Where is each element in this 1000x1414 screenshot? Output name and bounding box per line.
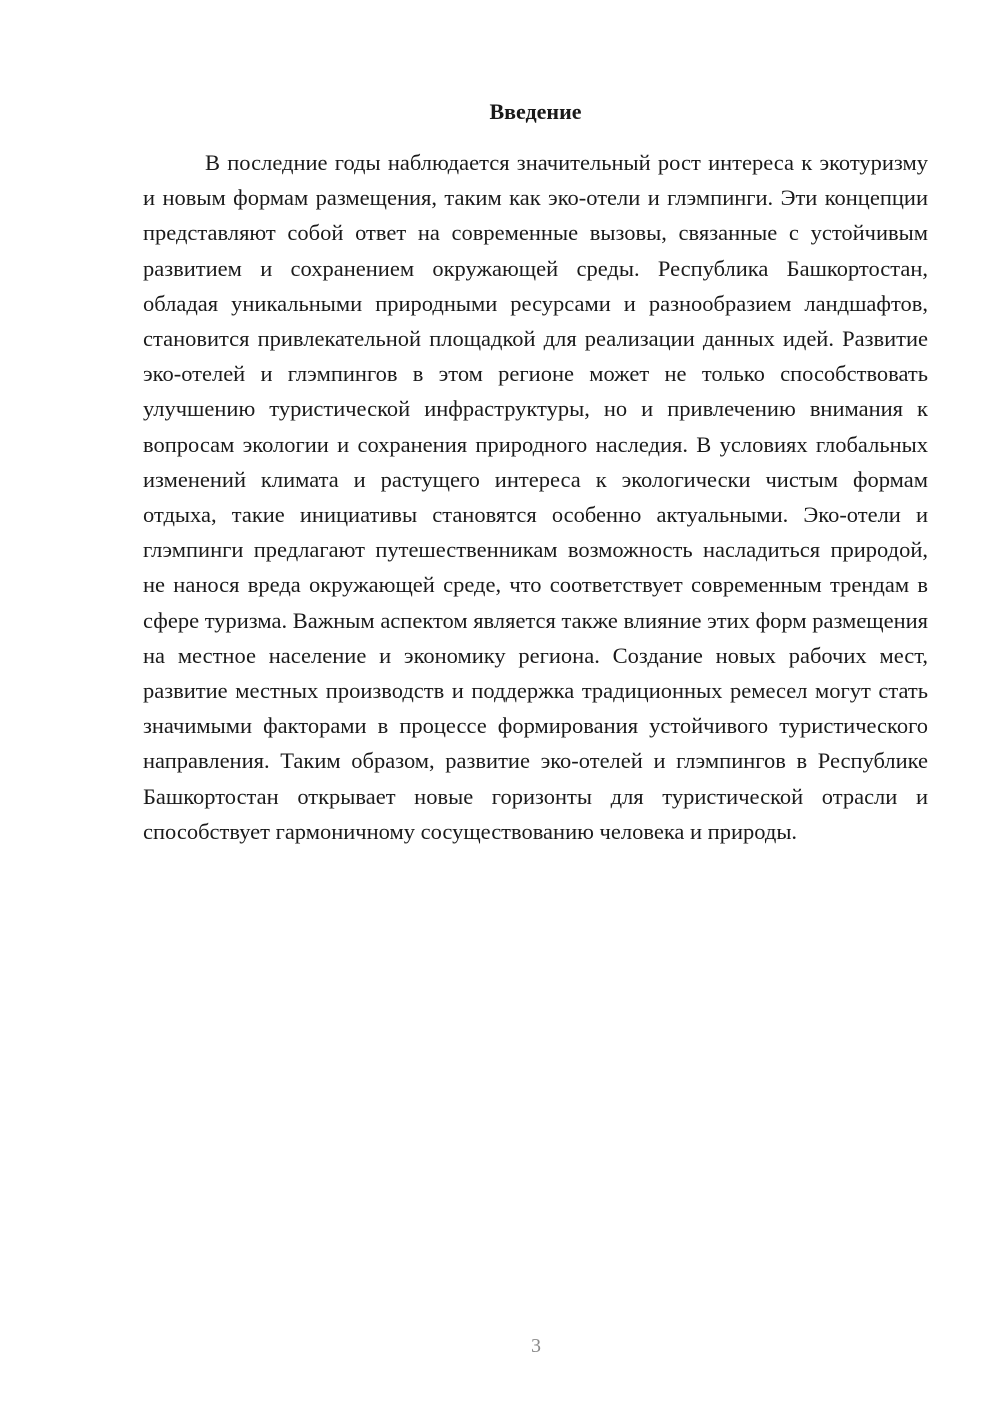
- page-number: 3: [531, 1335, 541, 1357]
- body-paragraph: В последние годы наблюдается значительный рост интереса к экотуризму и новым формам размещения, таким как эко-отели и глэмпинги. Эти концепции представляют собой ответ на современные вызовы, связанные с устойчивым развитием и сохранением окружающей среды. Республика Башкортостан, обладая уникальными природными ресурсами и разнообразием ландшафтов, становится привлекательной площадкой для реализации данных идей. Развитие эко-отелей и глэмпингов в этом регионе может не только способствовать улучшению туристической инфраструктуры, но и привлечению внимания к вопросам экологии и сохранения природного наследия. В условиях глобальных изменений климата и растущего интереса к экологически чистым формам отдыха, такие инициативы становятся особенно актуальными. Эко-отели и глэмпинги предлагают путешественникам возможность насладиться природой, не нанося вреда окружающей среде, что соответствует современным трендам в сфере туризма. Важным аспектом является также влияние этих форм размещения на местное население и экономику региона. Создание новых рабочих мест, развитие местных производств и поддержка традиционных ремесел могут стать значимыми факторами в процессе формирования устойчивого туристического направления. Таким образом, развитие эко-отелей и глэмпингов в Республике Башкортостан открывает новые горизонты для туристической отрасли и способствует гармоничному сосуществованию человека и природы.: [143, 150, 928, 844]
- section-heading: Введение: [489, 99, 582, 124]
